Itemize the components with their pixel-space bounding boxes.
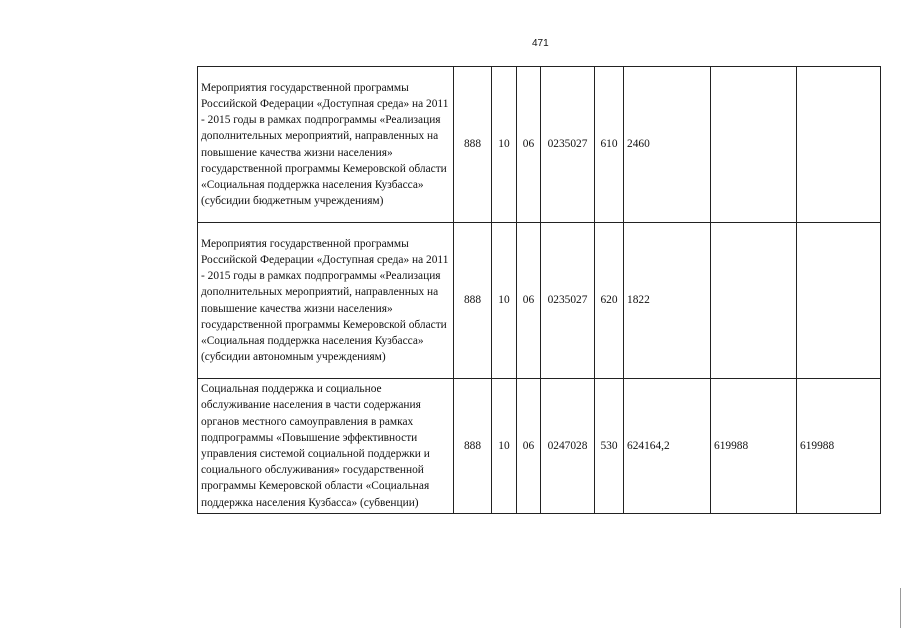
subsection-code: 06: [517, 223, 541, 379]
expense-type-code: 620: [595, 223, 624, 379]
expense-type-code: 610: [595, 67, 624, 223]
budget-table: [197, 66, 881, 514]
subsection-code: 06: [517, 379, 541, 514]
amount-year-2: [711, 223, 797, 379]
target-item-code: 0235027: [541, 67, 595, 223]
table-row: [198, 67, 881, 223]
amount-year-2: [711, 67, 797, 223]
row-description: Мероприятия государственной программы Российской Федерации «Доступная среда» на 2011 - 2015 годы в рамках подпрограммы «Реализация дополнительных мероприятий, направленных на повышение качества жизни населения» государственной программы Кемеровской области «Социальная поддержка населения Кузбасса» (субсидии бюджетным учреждениям): [198, 67, 454, 223]
amount-year-1: 2460: [624, 67, 711, 223]
ministry-code: 888: [454, 67, 492, 223]
scan-edge-line: [900, 588, 901, 628]
amount-year-1: 624164,2: [624, 379, 711, 514]
amount-year-3: 619988: [797, 379, 881, 514]
amount-year-3: [797, 67, 881, 223]
subsection-code: 06: [517, 67, 541, 223]
amount-year-3: [797, 223, 881, 379]
section-code: 10: [492, 223, 517, 379]
row-description: Социальная поддержка и социальное обслуживание населения в части содержания органов местного самоуправления в рамках подпрограммы «Повышение эффективности управления системой социальной поддержки и социального обслуживания» государственной программы Кемеровской области «Социальная поддержка населения Кузбасса» (субвенции): [198, 379, 454, 514]
row-description: Мероприятия государственной программы Российской Федерации «Доступная среда» на 2011 - 2015 годы в рамках подпрограммы «Реализация дополнительных мероприятий, направленных на повышение качества жизни населения» государственной программы Кемеровской области «Социальная поддержка населения Кузбасса» (субсидии автономным учреждениям): [198, 223, 454, 379]
section-code: 10: [492, 379, 517, 514]
ministry-code: 888: [454, 223, 492, 379]
target-item-code: 0235027: [541, 223, 595, 379]
ministry-code: 888: [454, 379, 492, 514]
amount-year-1: 1822: [624, 223, 711, 379]
section-code: 10: [492, 67, 517, 223]
target-item-code: 0247028: [541, 379, 595, 514]
page-number: 471: [532, 38, 549, 49]
amount-year-2: 619988: [711, 379, 797, 514]
expense-type-code: 530: [595, 379, 624, 514]
table-row: [198, 223, 881, 379]
table-row: [198, 379, 881, 514]
